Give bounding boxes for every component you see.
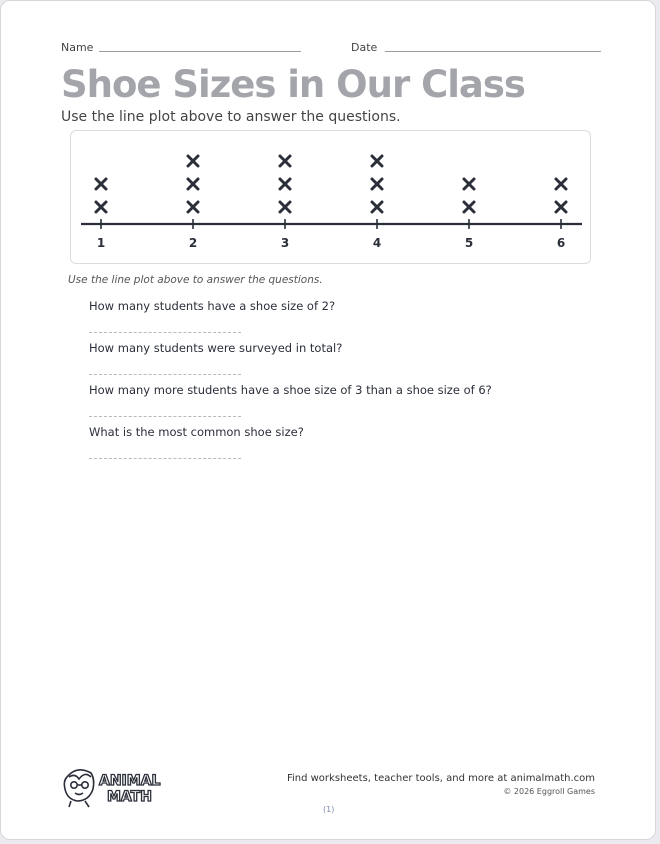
data-mark-x — [280, 179, 290, 189]
question-1: How many students have a shoe size of 2? — [89, 299, 336, 313]
answer-line-1[interactable] — [89, 332, 241, 333]
page-number: (1) — [323, 805, 335, 814]
question-2: How many students were surveyed in total? — [89, 341, 343, 355]
data-mark-x — [556, 179, 566, 189]
answer-line-2[interactable] — [89, 374, 241, 375]
answer-line-4[interactable] — [89, 458, 241, 459]
tick-label: 2 — [188, 236, 198, 250]
line-plot-chart — [71, 131, 592, 265]
data-mark-x — [464, 179, 474, 189]
page-subtitle: Use the line plot above to answer the questions. — [61, 109, 401, 125]
logo-text-line2: MATH — [107, 789, 152, 805]
tick-label: 1 — [96, 236, 106, 250]
instruction-text: Use the line plot above to answer the questions. — [68, 274, 323, 286]
data-mark-x — [556, 202, 566, 212]
data-mark-x — [96, 202, 106, 212]
question-3: How many more students have a shoe size of 3 than a shoe size of 6? — [89, 383, 492, 397]
footer-copyright: © 2026 Eggroll Games — [503, 787, 595, 796]
data-mark-x — [372, 179, 382, 189]
data-mark-x — [464, 202, 474, 212]
tick-label: 6 — [556, 236, 566, 250]
data-mark-x — [96, 179, 106, 189]
name-field[interactable] — [99, 51, 301, 52]
animal-math-logo — [59, 763, 171, 809]
data-mark-x — [280, 202, 290, 212]
tick-label: 5 — [464, 236, 474, 250]
data-mark-x — [188, 156, 198, 166]
data-mark-x — [372, 156, 382, 166]
data-mark-x — [188, 179, 198, 189]
date-field[interactable] — [385, 51, 601, 52]
answer-line-3[interactable] — [89, 416, 241, 417]
data-mark-x — [372, 202, 382, 212]
footer-tagline: Find worksheets, teacher tools, and more at animalmath.com — [286, 773, 595, 784]
logo-mascot-icon — [64, 770, 93, 807]
date-label: Date — [351, 41, 378, 54]
tick-label: 4 — [372, 236, 382, 250]
line-plot-panel — [70, 130, 591, 264]
data-mark-x — [188, 202, 198, 212]
question-4: What is the most common shoe size? — [89, 425, 304, 439]
data-mark-x — [280, 156, 290, 166]
name-label: Name — [61, 41, 94, 54]
tick-label: 3 — [280, 236, 290, 250]
logo-text-line1: ANIMAL — [99, 773, 161, 789]
page-title: Shoe Sizes in Our Class — [61, 63, 525, 106]
